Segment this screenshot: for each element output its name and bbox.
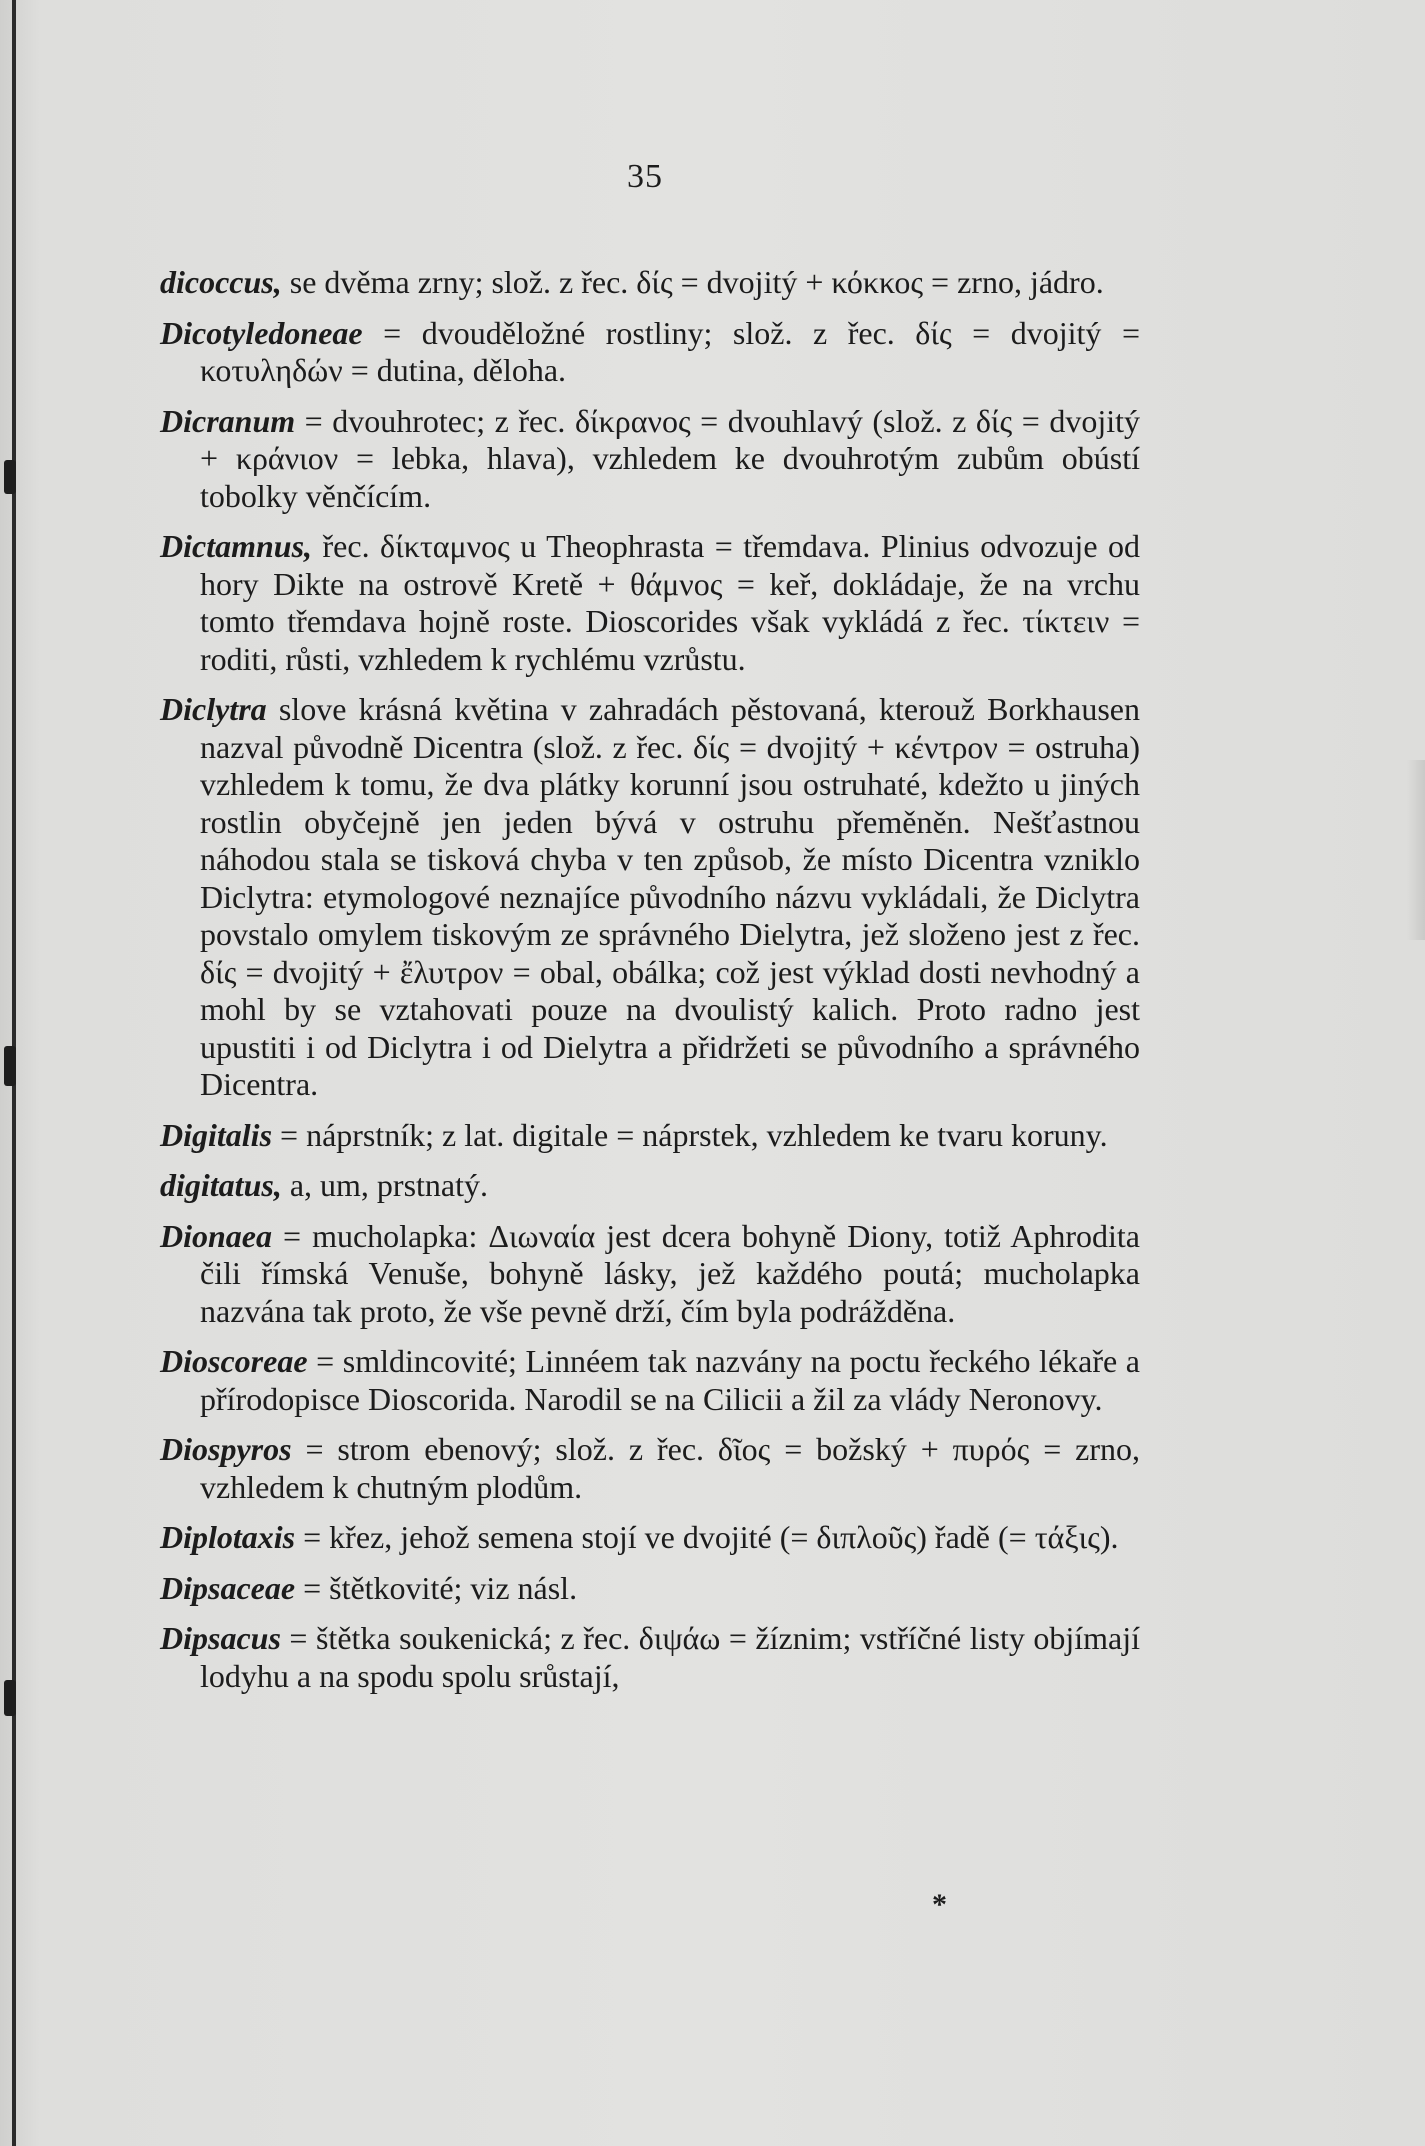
entry-headword: Dioscoreae [160, 1343, 308, 1379]
entry-headword: digitatus, [160, 1167, 282, 1203]
entry-headword: dicoccus, [160, 264, 282, 300]
sheet-signature-mark: * [932, 1888, 947, 1921]
entry-headword: Dicranum [160, 402, 296, 439]
edge-mark [4, 460, 16, 494]
entry-text: = štětka soukenická; z řec. διψάω = žíznim; vstříčné listy objímají lodyhu a na spodu spolu srůstají, [200, 1620, 1140, 1694]
entry-headword: Digitalis [160, 1116, 273, 1153]
entry-headword: Dicotyledoneae [160, 314, 363, 351]
entry-text: = mucholapka: Διωναία jest dcera bohyně Diony, totiž Aphrodita čili římská Venuše, bohyně lásky, jež každého poutá; mucholapka nazvána tak proto, že vše pevně drží, čím byla podrážděna. [200, 1217, 1140, 1329]
dictionary-entry [160, 1218, 1140, 1331]
entry-text: = štětkovité; viz násl. [295, 1569, 578, 1606]
page-edge-shadow [1407, 760, 1425, 940]
entry-headword: Dionaea [160, 1217, 272, 1254]
page-number: 35 [627, 158, 663, 195]
entry-text: se dvěma zrny; slož. z řec. δίς = dvojitý + κόκκος = zrno, jádro. [281, 264, 1104, 300]
dictionary-entries [160, 264, 1140, 1708]
dictionary-entry [160, 1570, 1140, 1608]
entry-headword: Dictamnus, [160, 528, 313, 564]
entry-headword: Dipsaceae [160, 1569, 296, 1606]
entry-text: slove krásná květina v zahradách pěstovaná, kterouž Borkhausen nazval původně Dicentra (slož. z řec. δίς = dvojitý + κέντρον = ostruha) vzhledem k tomu, že dva plátky korunní jsou ostruhaté, kdežto u jiných rostlin obyčejně jen jeden bývá v ostruhu přeměněn. Nešťastnou náhodou stala se tisková chyba v ten způsob, že místo Dicentra vzniklo Diclytra: etymologové neznajíce původního názvu vykládali, že Diclytra povstalo omylem tiskovým ze správného Dielytra, jež složeno jest z řec. δίς = dvojitý + ἔλυτρον = obal, obálka; což jest výklad dosti nevhodný a mohl by se vztahovati pouze na dvoulistý kalich. Proto radno jest upustiti i od Diclytra i od Dielytra a přidržeti se původního a správného Dicentra. [200, 691, 1140, 1102]
dictionary-entry [160, 528, 1140, 678]
dictionary-entry [160, 1620, 1140, 1695]
entry-text: a, um, prstnatý. [281, 1167, 488, 1203]
edge-mark [4, 1680, 16, 1716]
entry-text: = dvouhrotec; z řec. δίκρανος = dvouhlavý (slož. z δίς = dvojitý + κράνιον = lebka, hlava), vzhledem ke dvouhrotým zubům obústí tobolky věnčícím. [200, 402, 1140, 514]
entry-text: = strom ebenový; slož. z řec. δῖος = božský + πυρός = zrno, vzhledem k chutným plodům. [200, 1431, 1140, 1505]
entry-text: = smldincovité; Linnéem tak nazvány na poctu řeckého lékaře a přírodopisce Dioscorida. Narodil se na Cilicii a žil za vlády Neronovy. [200, 1343, 1140, 1417]
dictionary-entry [160, 1167, 1140, 1205]
entry-headword: Diclytra [160, 691, 267, 727]
entry-text: = dvouděložné rostliny; slož. z řec. δίς = dvojitý = κοτυληδών = dutina, děloha. [200, 314, 1140, 388]
dictionary-entry [160, 1343, 1140, 1418]
entry-headword: Dipsacus [160, 1620, 281, 1656]
entry-text: řec. δίκταμνος u Theophrasta = třemdava. Plinius odvozuje od hory Dikte na ostrově Kretě + θάμνος = keř, dokládaje, že na vrchu tomto třemdava hojně roste. Dioscorides však vykládá z řec. τίκτειν = roditi, růsti, vzhledem k rychlému vzrůstu. [200, 528, 1140, 677]
dictionary-entry [160, 1117, 1140, 1155]
dictionary-entry [160, 1431, 1140, 1506]
entry-headword: Diospyros [160, 1431, 292, 1467]
dictionary-entry [160, 691, 1140, 1104]
dictionary-entry [160, 264, 1140, 302]
entry-text: = náprstník; z lat. digitale = náprstek, vzhledem ke tvaru koruny. [272, 1116, 1108, 1153]
dictionary-entry [160, 1519, 1140, 1557]
dictionary-entry [160, 403, 1140, 516]
entry-text: = křez, jehož semena stojí ve dvojité (= διπλοῦς) řadě (= τάξις). [295, 1519, 1119, 1555]
edge-mark [4, 1046, 16, 1086]
dictionary-entry [160, 315, 1140, 390]
entry-headword: Diplotaxis [160, 1519, 296, 1555]
